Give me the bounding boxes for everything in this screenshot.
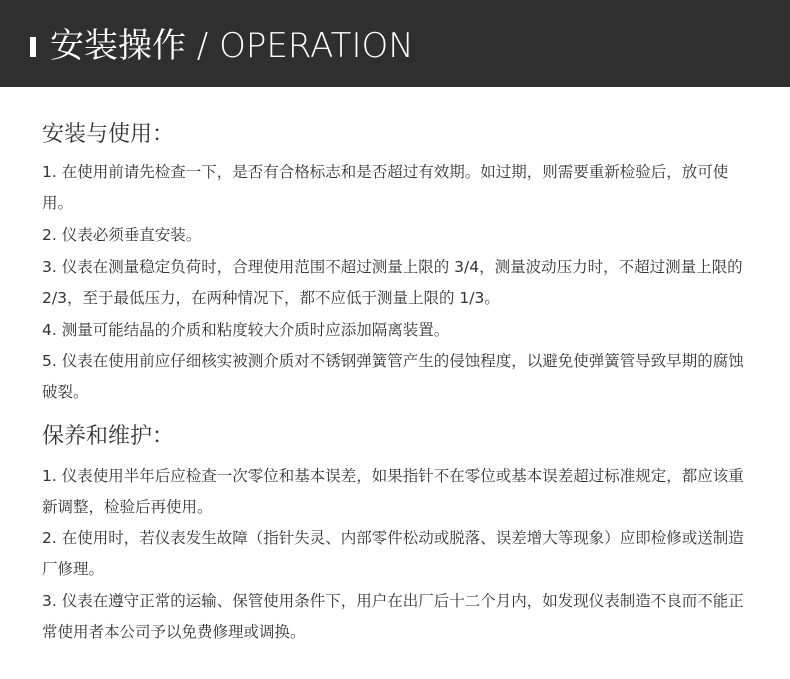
section-title-maintenance: 保养和维护： (42, 424, 175, 449)
maintenance-item-2: 2. 在使用时，若仪表发生故障（指针失灵、内部零件松动或脱落、误差增大等现象）应即检修或送制造厂修理。 (42, 529, 744, 578)
section-title-installation: 安装与使用： (42, 122, 175, 147)
header-accent-bar (30, 37, 36, 57)
maintenance-item-1: 1. 仪表使用半年后应检查一次零位和基本误差，如果指针不在零位或基本误差超过标准规定，都应该重新调整，检验后再使用。 (42, 467, 744, 516)
installation-item-1: 1. 在使用前请先检查一下，是否有合格标志和是否超过有效期。如过期，则需要重新检验后，放可使用。 (42, 163, 729, 212)
installation-item-4: 4. 测量可能结晶的介质和粘度较大介质时应添加隔离装置。 (42, 321, 450, 339)
installation-item-5: 5. 仪表在使用前应仔细核实被测介质对不锈钢弹簧管产生的侵蚀程度，以避免使弹簧管导致早期的腐蚀破裂。 (42, 352, 744, 401)
installation-item-2: 2. 仪表必须垂直安装。 (42, 226, 202, 244)
page-header (0, 0, 790, 87)
installation-item-3: 3. 仪表在测量稳定负荷时，合理使用范围不超过测量上限的 3/4，测量波动压力时，不超过测量上限的 2/3，至于最低压力，在两种情况下，都不应低于测量上限的 1/3。 (42, 258, 743, 307)
maintenance-item-3: 3. 仪表在遵守正常的运输、保管使用条件下，用户在出厂后十二个月内，如发现仪表制造不良而不能正常使用者本公司予以免费修理或调换。 (42, 592, 744, 641)
page-title: 安装操作 / OPERATION (50, 26, 414, 66)
